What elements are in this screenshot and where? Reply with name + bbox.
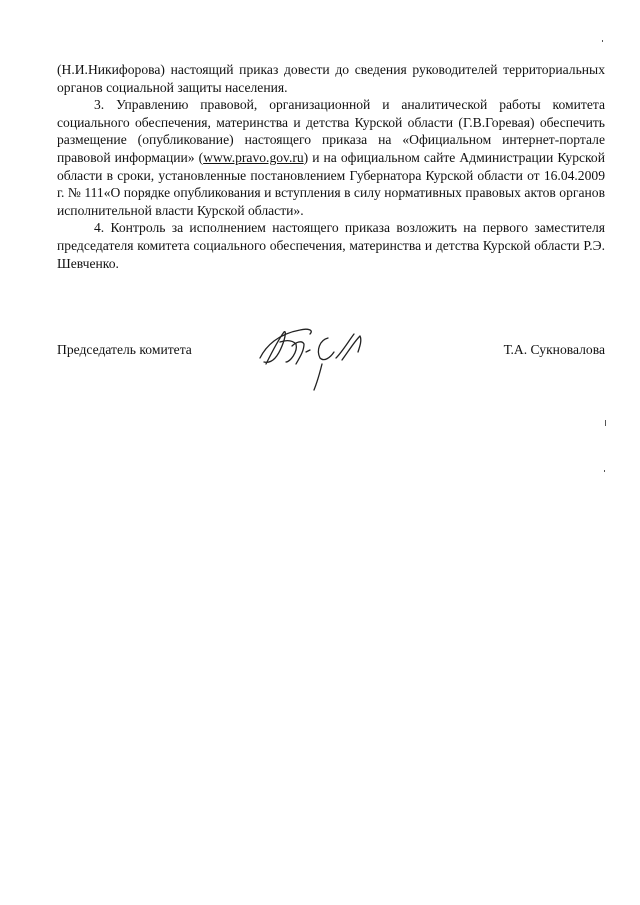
paragraph-text: 4. Контроль за исполнением настоящего приказа возложить на первого заместителя председателя комитета социального обеспечения, материнства и детства Курской области Р.Э. Шевченко. bbox=[57, 220, 605, 271]
signatory-name: Т.А. Сукновалова bbox=[503, 342, 605, 357]
paragraph-3-publication bbox=[57, 96, 605, 219]
paragraph-2-continuation bbox=[57, 61, 605, 96]
paragraph-text: (Н.И.Никифорова) настоящий приказ довести до сведения руководителей территориальных органов социальной защиты населения. bbox=[57, 62, 605, 95]
scan-speck bbox=[602, 40, 603, 42]
signatory-title: Председатель комитета bbox=[57, 342, 192, 357]
handwritten-signature bbox=[256, 318, 376, 398]
document-body bbox=[57, 61, 605, 272]
pravo-gov-link[interactable]: www.pravo.gov.ru bbox=[203, 149, 304, 165]
paragraph-text: ) и на официальном сайте Администрации Курской области в сроки, установленные постановлением Губернатора Курской области от 16.04.2009 г. № 111«О порядке опубликования и вступления в силу нормативных правовых актов органов исполнительной власти Курской области». bbox=[57, 149, 606, 218]
paragraph-text: 3. Управлению правовой, организационной и аналитической работы комитета социального обеспечения, материнства и детства Курской области (Г.В.Горевая) обеспечить размещение (опубликование) настоящего приказа на «Официальном интернет-портале правовой информации» ( bbox=[57, 97, 605, 165]
scan-speck bbox=[604, 470, 605, 472]
paragraph-4-control bbox=[57, 219, 605, 272]
scan-speck bbox=[605, 420, 606, 426]
